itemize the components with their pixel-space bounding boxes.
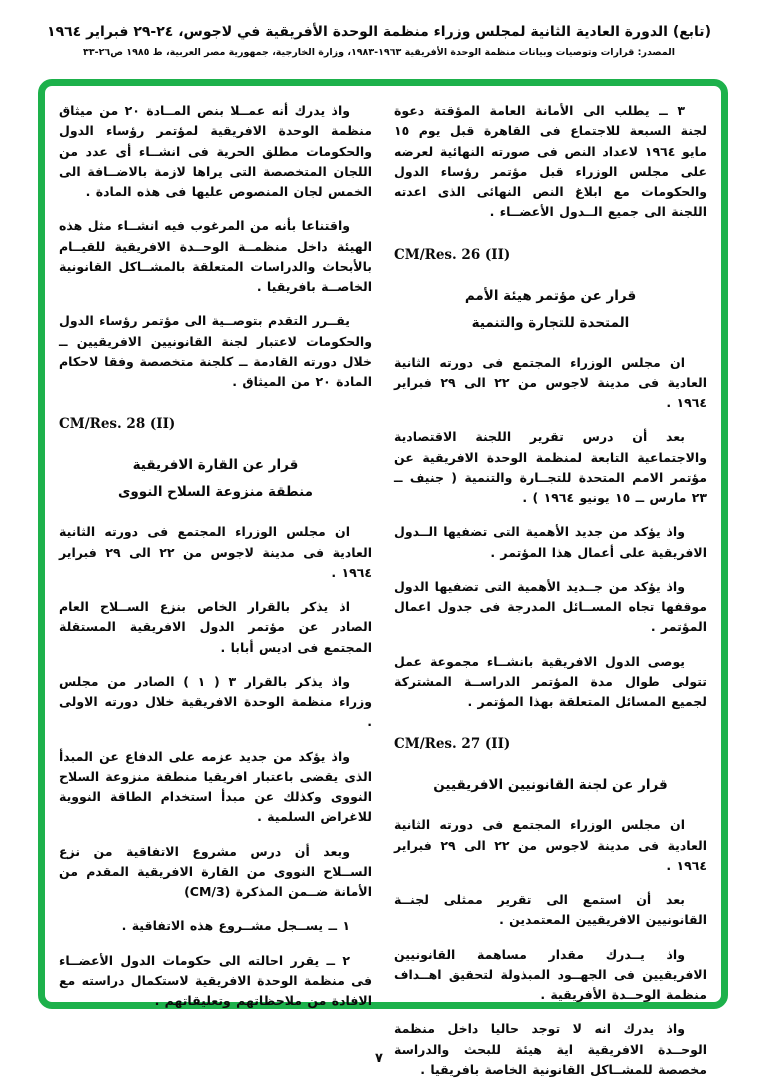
resolution-code-cm-res-27: CM/Res. 27 (II) — [394, 736, 511, 753]
resolution-title-line: المتحدة للتجارة والتنمية — [471, 314, 630, 331]
paragraph: ان مجلس الوزراء المجتمع فى دورته الثانية العادية فى مدينة لاجوس من ٢٢ الى ٢٩ فبراير ١٩٦٤ . — [394, 817, 707, 873]
numbered-item-1: ١ ــ يســجل مشــروع هذه الاتفاقية . — [121, 918, 350, 934]
column-left — [59, 101, 372, 1008]
paragraph: واذ يؤكد من جديد عزمه على الدفاع عن المبدأ الذى يقضى باعتبار افريقيا منطقة منزوعة السلاح النووى وكذلك عن مبدأ استخدام الطاقة النووية للاغراض السلمية . — [59, 748, 372, 825]
resolution-title-res26 — [394, 283, 707, 337]
paragraph: ان مجلس الوزراء المجتمع فى دورته الثانية العادية فى مدينة لاجوس من ٢٢ الى ٢٩ فبراير ١٩٦٤ . — [394, 354, 707, 410]
paragraph: واذ يدرك أنه عمــلا بنص المــادة ٢٠ من ميثاق منظمة الوحدة الافريقية لمؤتمر رؤساء الدول والحكومات مطلق الحرية فى انشــاء أى عدد من اللجان المتخصصة التى يراها لازمة بالاضــافة الى الخمس لجان المنصوص عليها فى هذه المادة . — [59, 103, 372, 199]
document-source-line: المصدر: قرارات وتوصيات وبيانات منظمة الوحدة الأفريقية ١٩٦٣-١٩٨٣، وزارة الخارجية، جمهورية مصر العربية، ط ١٩٨٥ ص٢٦-٣٣ — [83, 47, 675, 58]
numbered-item-2: ٢ ــ يقرر احالته الى حكومات الدول الأعضــاء فى منظمة الوحدة الافريقية لاستكمال دراسته مع الافادة من ملاحظاتهم وتعليقاتهم . — [59, 952, 372, 1008]
paragraph: يقــرر التقدم بتوصــية الى مؤتمر رؤساء الدول والحكومات لاعتبار لجنة القانونيين الافريقيين ــ خلال دورته القادمة ــ كلجنة متخصصة وفقا لاحكام المادة ٢٠ من الميثاق . — [59, 313, 372, 389]
paragraph: واذ يدرك انه لا توجد حاليا داخل منظمة الوحــدة الافريقية اية هيئة للبحث والدراسة مخصصة للمشــاكل القانونية الخاصة بافريقيا . — [394, 1021, 707, 1077]
two-column-layout — [59, 101, 707, 1077]
resolution-code-cm-res-26: CM/Res. 26 (II) — [394, 246, 511, 263]
document-title: (تابع) الدورة العادية الثانية لمجلس وزراء منظمة الوحدة الأفريقية في لاجوس، ٢٤-٢٩ فبراير ١٩٦٤ — [47, 24, 711, 40]
paragraph: اذ يذكر بالقرار الخاص بنزع الســلاح العام الصادر عن مؤتمر الدول الافريقية المستقلة المجتمع فى اديس أبابا . — [59, 599, 372, 655]
resolution-code-cm-res-28: CM/Res. 28 (II) — [59, 416, 176, 433]
page-number: ٧ — [375, 1051, 383, 1066]
resolution-title-res28 — [59, 452, 372, 506]
paragraph: بعد أن درس تقرير اللجنة الاقتصادية والاجتماعية التابعة لمنظمة الوحدة الافريقية عن مؤتمر الامم المتحدة للتجــارة والتنمية ( جنيف ــ ٢٣ مارس ــ ١٥ يونيو ١٩٦٤ ) . — [394, 429, 707, 505]
resolution-title-line: قرار عن القارة الافريقية — [132, 457, 299, 474]
resolution-title-line: قرار عن مؤتمر هيئة الأمم — [464, 287, 637, 304]
paragraph: واذ يؤكد من جديد الأهمية التى تضفيها الــدول الافريقية على أعمال هذا المؤتمر . — [394, 524, 707, 560]
paragraph: بعد أن استمع الى تقرير ممثلى لجنــة القانونيين الافريقيين المعتمدين . — [394, 892, 707, 928]
paragraph: واذ يــدرك مقدار مساهمة القانونيين الافريقيين فى الجهــود المبذولة لتحقيق اهــداف منظمة الوحــدة الأفريقية . — [394, 946, 707, 1002]
content-frame — [38, 79, 728, 1077]
resolution-title-res27 — [394, 772, 707, 799]
paragraph-continuation-item3: ٣ ــ يطلب الى الأمانة العامة المؤقتة دعوة لجنة السبعة للاجتماع فى القاهرة قبل يوم ١٥ مايو ١٩٦٤ لاعداد النص فى صورته النهائية لعرضه على مجلس الوزراء قبل مؤتمر رؤساء الدول والحكومات مع ابلاغ النص النهائى الذى اعدته اللجنة الى جميع الــدول الأعضــاء . — [394, 103, 707, 220]
paragraph: واذ يذكر بالقرار ٣ ( ١ ) الصادر من مجلس وزراء منظمة الوحدة الافريقية خلال دورته الاولى . — [59, 673, 372, 730]
paragraph: واذ يؤكد من جــديد الأهمية التى تضفيها الدول موقفها تجاه المســائل المدرجة فى جدول اعمال المؤتمر . — [394, 578, 707, 635]
resolution-title-line: قرار عن لجنة القانونيين الافريقيين — [433, 777, 668, 794]
paragraph: واقتناعا بأنه من المرغوب فيه انشــاء مثل هذه الهيئة داخل منظمــة الوحــدة الافريقية للقيــام بالأبحاث والدراسات المتعلقة بالمشــاكل القانونية الخاصــة بافريقيا . — [59, 218, 372, 294]
resolution-title-line: منطقة منزوعة السلاح النووى — [118, 484, 313, 501]
document-header — [0, 0, 758, 58]
paragraph: وبعد أن درس مشروع الاتفاقية من نزع الســلاح النووى من القارة الافريقية المقدم من الأمانة ضــمن المذكرة (CM/3) — [59, 843, 372, 899]
column-right — [394, 101, 707, 1077]
paragraph: يوصى الدول الافريقية بانشــاء مجموعة عمل تتولى طوال مدة المؤتمر الدراســة المشتركة لجميع المسائل المتعلقة بهذا المؤتمر . — [394, 653, 707, 709]
paragraph: ان مجلس الوزراء المجتمع فى دورته الثانية العادية فى مدينة لاجوس من ٢٢ الى ٢٩ فبراير ١٩٦٤ . — [59, 524, 372, 580]
